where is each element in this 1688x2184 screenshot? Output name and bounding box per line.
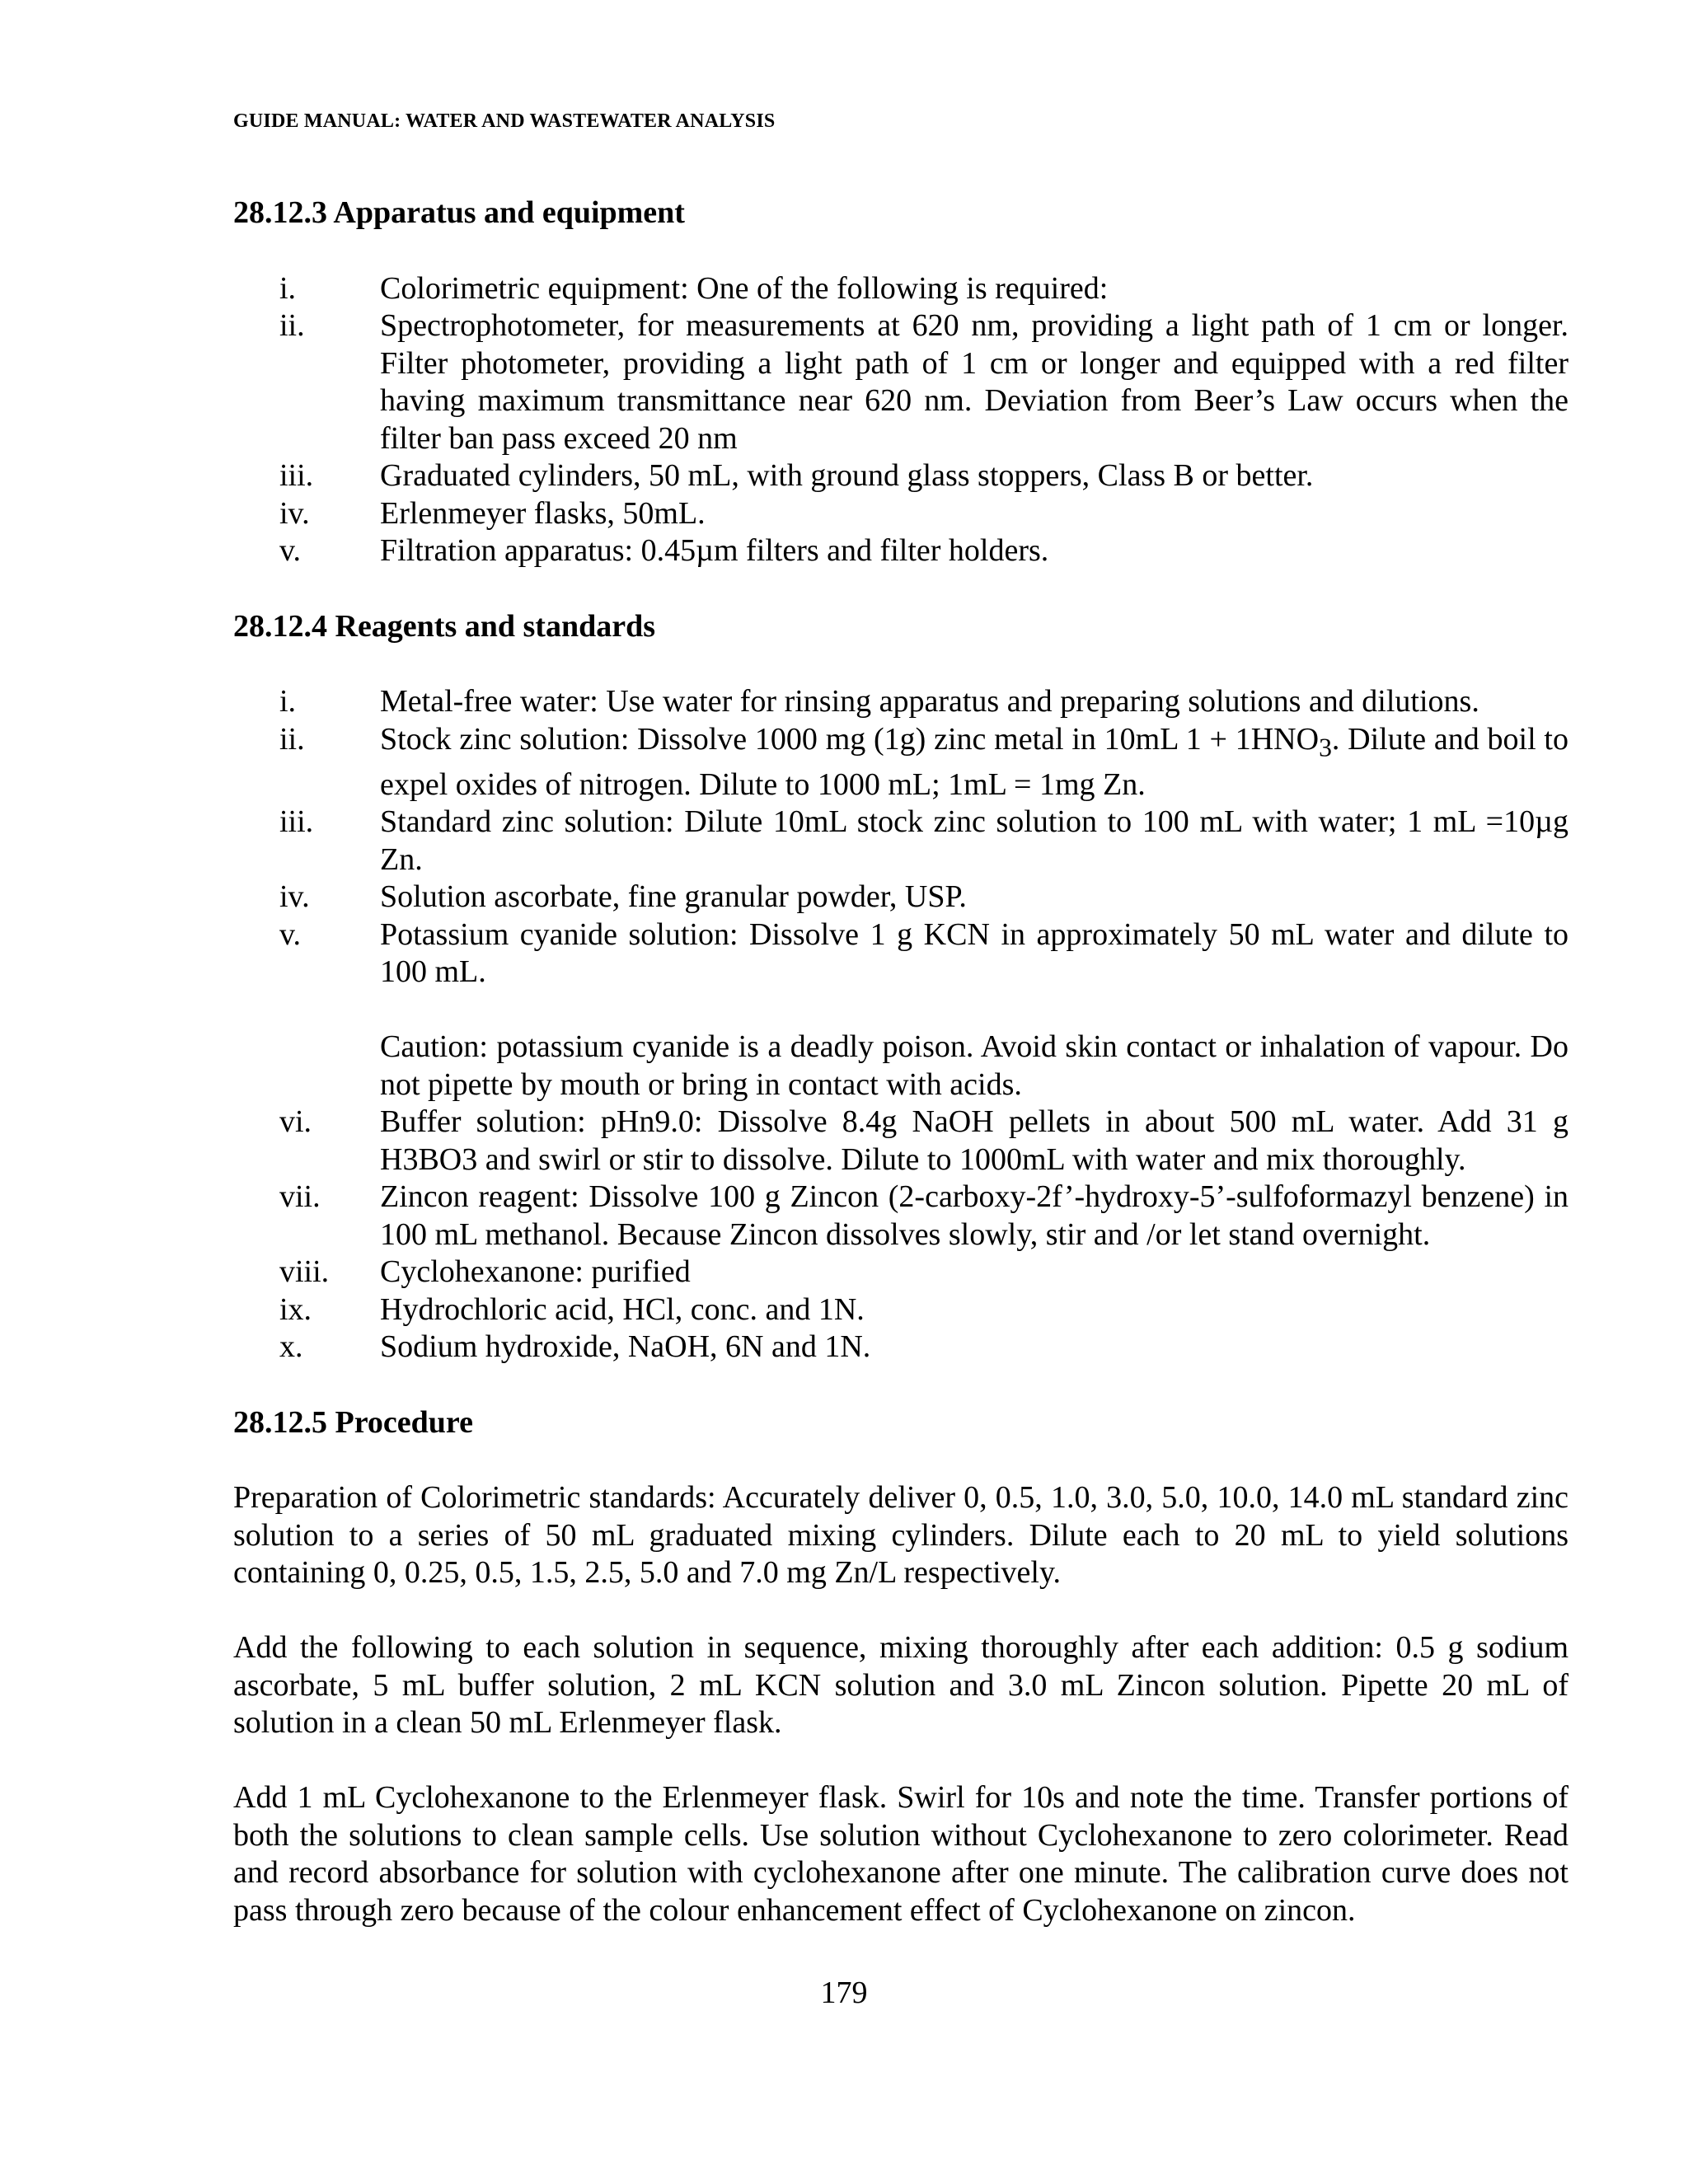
- section-heading-apparatus: 28.12.3 Apparatus and equipment: [233, 195, 685, 230]
- page-number: 179: [820, 1975, 868, 2010]
- list-item: [233, 879, 1568, 916]
- list-item-number: v.: [279, 916, 302, 952]
- list-item: [233, 804, 1568, 879]
- section-apparatus: [233, 194, 1568, 570]
- list-item-number: i.: [279, 684, 297, 719]
- list-item-number: iii.: [279, 804, 314, 840]
- list-item-text: Stock zinc solution: Dissolve 1000 mg (1g) zinc metal in 10mL 1 + 1HNO: [380, 721, 1320, 757]
- list-item-text: Standard zinc solution: Dilute 10mL stock zinc solution to 100 mL with water; 1 mL =10µg Zn.: [380, 804, 1568, 877]
- list-item-number: iv.: [279, 879, 310, 915]
- list-item-text: . Dilute and boil to expel oxides of nitrogen. Dilute to 1000 mL; 1mL = 1mg Zn.: [380, 721, 1568, 802]
- page-content: [233, 194, 1568, 1967]
- section-heading-reagents: 28.12.4 Reagents and standards: [233, 608, 656, 644]
- list-item-text: Colorimetric equipment: One of the following is required:: [380, 270, 1109, 306]
- list-item-text: Erlenmeyer flasks, 50mL.: [380, 495, 706, 531]
- list-item-text: Hydrochloric acid, HCl, conc. and 1N.: [380, 1291, 865, 1327]
- list-item-text: Solution ascorbate, fine granular powder, USP.: [380, 879, 967, 915]
- procedure-paragraph: Add 1 mL Cyclohexanone to the Erlenmeyer flask. Swirl for 10s and note the time. Transfer portions of both the solutions to clean sample cells. Use solution without Cyclohexanone to zero colorimeter. Read and record absorbance for solution with cyclohexanone after one minute. The calibration curve does not pass through zero because of the colour enhancement effect of Cyclohexanone on zincon.: [233, 1780, 1568, 1928]
- list-item-text: Spectrophotometer, for measurements at 620 nm, providing a light path of 1 cm or longer. Filter photometer, providing a light path of 1 cm or longer and equipped with a red filter having maximum transmittance near 620 nm. Deviation from Beer’s Law occurs when the filter ban pass exceed 20 nm: [380, 308, 1568, 456]
- section-reagents: [233, 608, 1568, 1366]
- procedure-paragraph: Add the following to each solution in sequence, mixing thoroughly after each addition: 0.5 g sodium ascorbate, 5 mL buffer solution, 2 mL KCN solution and 3.0 mL Zincon solution. Pipette 20 mL of solution in a clean 50 mL Erlenmeyer flask.: [233, 1630, 1568, 1741]
- list-item-number: vii.: [279, 1179, 321, 1215]
- subscript-3: 3: [1319, 733, 1332, 762]
- list-item-text: Metal-free water: Use water for rinsing apparatus and preparing solutions and dilutions.: [380, 684, 1479, 719]
- reagents-list: [233, 683, 1568, 1366]
- list-item-text: Potassium cyanide solution: Dissolve 1 g KCN in approximately 50 mL water and dilute to 100 mL.: [380, 916, 1568, 990]
- list-item-text: Filtration apparatus: 0.45µm filters and filter holders.: [380, 533, 1049, 568]
- list-item: [233, 721, 1568, 804]
- list-item: [233, 683, 1568, 721]
- list-item-number: v.: [279, 533, 302, 568]
- list-item: [233, 270, 1568, 308]
- apparatus-list: [233, 270, 1568, 570]
- list-item-number: i.: [279, 270, 297, 306]
- section-heading-procedure: 28.12.5 Procedure: [233, 1404, 473, 1440]
- list-item-number: iv.: [279, 495, 310, 531]
- list-item-text: Graduated cylinders, 50 mL, with ground glass stoppers, Class B or better.: [380, 458, 1314, 493]
- list-item-number: viii.: [279, 1254, 330, 1290]
- list-item: [233, 1254, 1568, 1291]
- list-item-number: ix.: [279, 1291, 312, 1327]
- list-item-text: Sodium hydroxide, NaOH, 6N and 1N.: [380, 1329, 871, 1365]
- list-item-text: Buffer solution: pHn9.0: Dissolve 8.4g NaOH pellets in about 500 mL water. Add 31 g H3BO3 and swirl or stir to dissolve. Dilute to 1000mL with water and mix thoroughly.: [380, 1104, 1568, 1177]
- procedure-body: [233, 1479, 1568, 1929]
- list-item: [233, 1179, 1568, 1254]
- list-item: [233, 307, 1568, 457]
- list-item: [233, 1104, 1568, 1179]
- caution-note: Caution: potassium cyanide is a deadly poison. Avoid skin contact or inhalation of vapour. Do not pipette by mouth or bring in contact with acids.: [380, 1029, 1568, 1102]
- list-item-number: x.: [279, 1329, 303, 1365]
- list-item: [233, 916, 1568, 1104]
- list-item-number: ii.: [279, 721, 305, 757]
- list-item-number: iii.: [279, 458, 314, 493]
- list-item: [233, 495, 1568, 533]
- list-item-text: Cyclohexanone: purified: [380, 1254, 691, 1290]
- list-item-text: Zincon reagent: Dissolve 100 g Zincon (2-carboxy-2f’-hydroxy-5’-sulfoformazyl benzene) in 100 mL methanol. Because Zincon dissolves slowly, stir and /or let stand overnight.: [380, 1179, 1568, 1252]
- list-item: [233, 1329, 1568, 1366]
- list-item: [233, 1291, 1568, 1329]
- list-item: [233, 457, 1568, 495]
- list-item-number: ii.: [279, 308, 305, 343]
- list-item: [233, 532, 1568, 570]
- list-item-number: vi.: [279, 1104, 312, 1140]
- procedure-paragraph: Preparation of Colorimetric standards: Accurately deliver 0, 0.5, 1.0, 3.0, 5.0, 10.0, 14.0 mL standard zinc solution to a series of 50 mL graduated mixing cylinders. Dilute each to 20 mL to yield solutions containing 0, 0.25, 0.5, 1.5, 2.5, 5.0 and 7.0 mg Zn/L respectively.: [233, 1480, 1568, 1591]
- section-procedure: [233, 1404, 1568, 1930]
- running-header: GUIDE MANUAL: WATER AND WASTEWATER ANALYSIS: [233, 110, 776, 132]
